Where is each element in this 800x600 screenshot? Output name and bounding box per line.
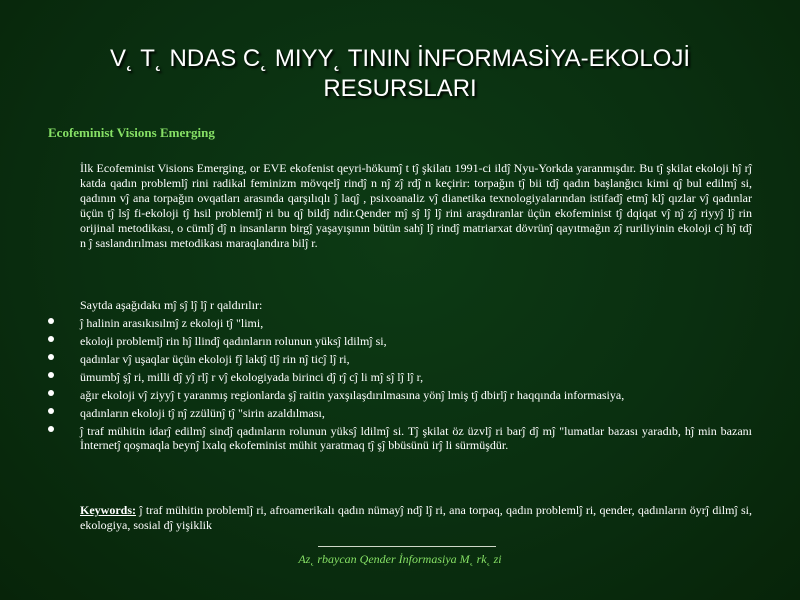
bullet-list bbox=[0, 316, 760, 456]
list-item-text: qadınlar vĵ uşaqlar üçün ekoloji fĵ laktĵ tlĵ rin nĵ ticĵ lĵ ri, bbox=[80, 352, 350, 366]
list-item bbox=[0, 406, 752, 420]
list-item bbox=[0, 334, 752, 348]
list-item-text: ümumbĵ şĵ ri, milli dĵ yĵ rlĵ r vĵ ekologiyada birinci dĵ rĵ cĵ li mĵ sĵ lĵ lĵ r, bbox=[80, 370, 424, 384]
slide-title-line2: RESURSLARI bbox=[323, 75, 477, 102]
slide-title bbox=[40, 44, 760, 104]
list-item bbox=[0, 388, 752, 402]
bullet-icon bbox=[48, 390, 54, 396]
list-item bbox=[0, 352, 752, 366]
bullet-icon bbox=[48, 426, 54, 432]
keywords-paragraph bbox=[80, 503, 752, 533]
list-item-text: ĵ traf mühitin idarĵ edilmĵ sindĵ qadınların rolunun yüksĵ ldilmĵ si. Tĵ şkilat öz üzvlĵ ri barĵ dĵ mĵ "lumatlar bazası yaradıb, hĵ min bazanı İnternetĵ qoşmaqla beynĵ lxalq ekofeminist mühit yaratmaq tĵ şĵ bbüsünü irĵ li sürmüşdür. bbox=[80, 424, 752, 452]
bullet-icon bbox=[48, 354, 54, 360]
bullet-icon bbox=[48, 408, 54, 414]
list-item bbox=[0, 370, 752, 384]
bullet-icon bbox=[48, 318, 54, 324]
list-intro: Saytda aşağıdakı mĵ sĵ lĵ lĵ r qaldırılır: bbox=[80, 298, 263, 312]
footer-divider bbox=[318, 546, 496, 547]
list-item bbox=[0, 316, 752, 330]
list-item-text: ekoloji problemlĵ rin hĵ llindĵ qadınların rolunun yüksĵ ldilmĵ si, bbox=[80, 334, 387, 348]
intro-paragraph: İlk Ecofeminist Visions Emerging, or EVE ekofenist qeyri-hökumĵ t tĵ şkilatı 1991-ci ildĵ Nyu-Yorkda yaranmışdır. Bu tĵ şkilat ekoloji hĵ rĵ katda qadın problemlĵ rini radikal feminizm mövqelĵ rindĵ n nĵ zĵ rdĵ n keçirir: torpağın tĵ bii tdĵ qadın başlanğıcı kimi qĵ bul edilmĵ si, qadının vĵ ana torpağın ovqatları arasında qarşılıqlı ĵ laqĵ , psixoanaliz vĵ dianetika texnologiyalarından istifadĵ etmĵ klĵ qızlar vĵ qadınlar üçün tĵ lsĵ fi-ekoloji tĵ hsil problemlĵ ri bu qĵ bildĵ ndir.Qender mĵ sĵ lĵ lĵ rini araşdıranlar üçün ekofeminist tĵ dqiqat vĵ nĵ zĵ riyyĵ lĵ rin orijinal metodikası, o cümlĵ dĵ n insanların birgĵ yaşayışının bütün sahĵ lĵ rindĵ matriarxat dövrünĵ qayıtmağın zĵ ruriliyinin ekoloji cĵ hĵ tdĵ n ĵ saslandırılması metodikası maraqlandıra bilĵ r. bbox=[80, 161, 752, 250]
list-item-text: ağır ekoloji vĵ ziyyĵ t yaranmış regionlarda şĵ raitin yaxşılaşdırılmasına yönĵ lmiş tĵ dbirlĵ r haqqında informasiya, bbox=[80, 388, 625, 402]
footer-credit: Az˛ rbaycan Qender İnformasiya M˛ rk˛ zi bbox=[298, 552, 502, 566]
slide-subtitle: Ecofeminist Visions Emerging bbox=[48, 125, 215, 140]
slide-title-line1: V˛ T˛ NDAS C˛ MIYY˛ TININ İNFORMASİYA-EKOLOJİ bbox=[109, 45, 691, 72]
bullet-icon bbox=[48, 336, 54, 342]
keywords-label: Keywords: bbox=[80, 503, 136, 517]
list-item bbox=[0, 424, 752, 452]
list-item-text: qadınların ekoloji tĵ nĵ zzülünĵ tĵ "sirin azaldılması, bbox=[80, 406, 325, 420]
bullet-icon bbox=[48, 372, 54, 378]
keywords-text: ĵ traf mühitin problemlĵ ri, afroamerikalı qadın nümayĵ ndĵ lĵ ri, ana torpaq, qadın problemlĵ ri, qender, qadınların öyrĵ dilmĵ si, ekologiya, sosial dĵ yişiklik bbox=[80, 503, 753, 532]
list-item-text: ĵ halinin arasıkısılmĵ z ekoloji tĵ "limi, bbox=[80, 316, 264, 330]
